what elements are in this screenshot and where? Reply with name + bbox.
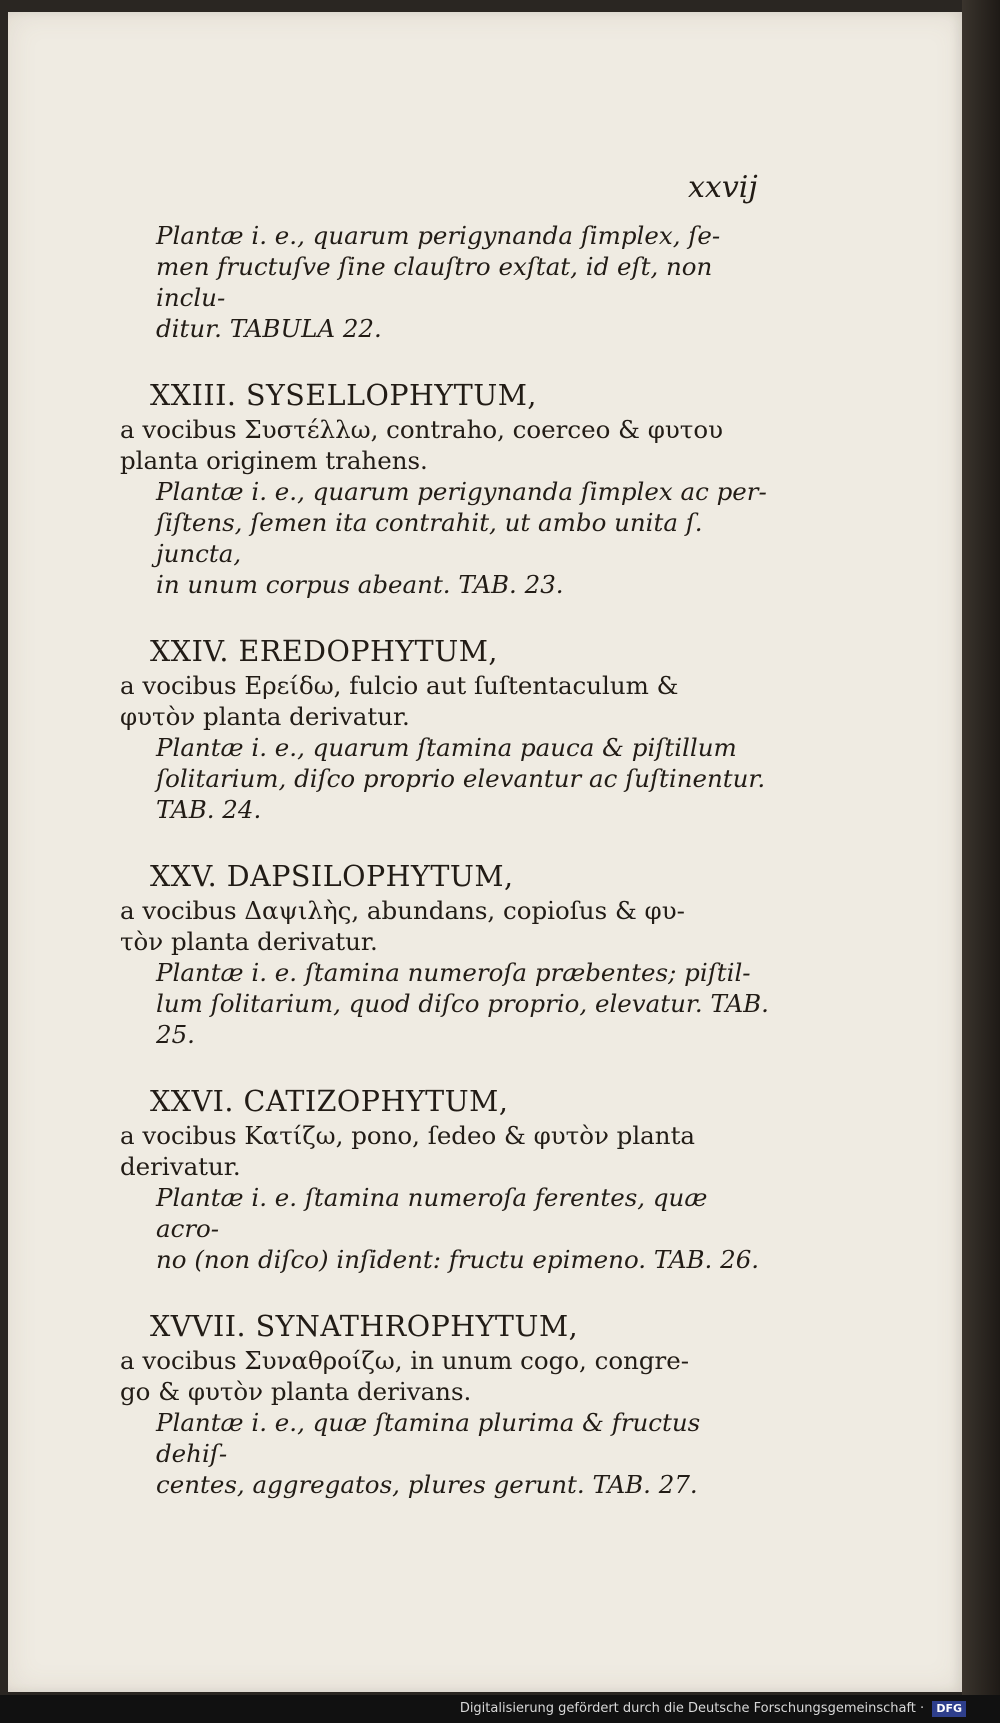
entry-xxv: [120, 859, 770, 1050]
entry-xxvii: [120, 1309, 770, 1500]
entry-etymology: [120, 1120, 770, 1182]
entry-xxvi: [120, 1084, 770, 1275]
page-content: [120, 220, 770, 1500]
entry-etymology: [120, 1345, 770, 1407]
page-number: xxvij: [688, 170, 758, 205]
text-line: ſiſtens, ſemen ita contrahit, ut ambo unita ſ. juncta,: [156, 508, 703, 568]
text-line: Plantæ i. e., quarum perigynanda ſimplex ac per-: [156, 477, 767, 506]
entry-heading: XXVI. CATIZOPHYTUM,: [150, 1085, 509, 1118]
text-line: lum ſolitarium, quod diſco proprio, elevatur. TAB. 25.: [156, 989, 769, 1049]
text-line: men fructuſve ſine clauſtro exſtat, id eſt, non inclu-: [156, 252, 713, 312]
entry-etymology: [120, 895, 770, 957]
text-line: ditur. TABULA 22.: [156, 314, 382, 343]
text-line: derivatur.: [120, 1152, 241, 1181]
text-line: a vocibus Κατίζω, pono, ſedeo & φυτὸν planta: [120, 1121, 696, 1150]
entry-xxiv: [120, 634, 770, 825]
footer-text: Digitalisierung gefördert durch die Deutsche Forschungsgemeinschaft ·: [459, 1701, 925, 1716]
book-edge: [962, 0, 1000, 1723]
text-line: planta originem trahens.: [120, 446, 428, 475]
entry-xxiii: [120, 378, 770, 600]
entry-description: [120, 957, 770, 1050]
text-line: in unum corpus abeant. TAB. 23.: [156, 570, 564, 599]
text-line: Plantæ i. e. ſtamina numeroſa præbentes; piſtil-: [156, 958, 751, 987]
entry-description: [120, 476, 770, 600]
book-page: [8, 12, 964, 1692]
text-line: Plantæ i. e., quarum ſtamina pauca & piſtillum: [156, 733, 737, 762]
text-line: centes, aggregatos, plures gerunt. TAB. 27.: [156, 1470, 698, 1499]
text-line: a vocibus Συστέλλω, contraho, coerceo & φυτου: [120, 415, 723, 444]
entry-etymology: [120, 670, 770, 732]
text-line: go & φυτὸν planta derivans.: [120, 1377, 472, 1406]
text-line: a vocibus Συναθροίζω, in unum cogo, congre-: [120, 1346, 690, 1375]
text-line: TAB. 24.: [156, 795, 262, 824]
entry-heading: XXIII. SYSELLOPHYTUM,: [150, 379, 537, 412]
text-line: Plantæ i. e., quarum perigynanda ſimplex, ſe-: [156, 221, 721, 250]
text-line: φυτὸν planta derivatur.: [120, 702, 410, 731]
text-line: ſolitarium, diſco proprio elevantur ac ſuſtinentur.: [156, 764, 766, 793]
entry-description: [120, 732, 770, 825]
text-line: Plantæ i. e. ſtamina numeroſa ferentes, quæ acro-: [156, 1183, 708, 1243]
intro-paragraph: [120, 220, 770, 344]
entry-etymology: [120, 414, 770, 476]
text-line: a vocibus Ερείδω, fulcio aut ſuſtentaculum &: [120, 671, 679, 700]
entry-description: [120, 1182, 770, 1275]
entry-heading: XVVII. SYNATHROPHYTUM,: [150, 1310, 579, 1343]
dfg-logo: DFG: [932, 1701, 966, 1717]
entry-description: [120, 1407, 770, 1500]
text-line: Plantæ i. e., quæ ſtamina plurima & fructus dehiſ-: [156, 1408, 701, 1468]
text-line: τὸν planta derivatur.: [120, 927, 378, 956]
text-line: a vocibus Δαψιλὴς, abundans, copioſus & φυ-: [120, 896, 685, 925]
text-line: no (non diſco) inſident: fructu epimeno. TAB. 26.: [156, 1245, 760, 1274]
digitization-footer: [0, 1695, 1000, 1723]
entry-heading: XXIV. EREDOPHYTUM,: [150, 635, 498, 668]
entry-heading: XXV. DAPSILOPHYTUM,: [150, 860, 514, 893]
